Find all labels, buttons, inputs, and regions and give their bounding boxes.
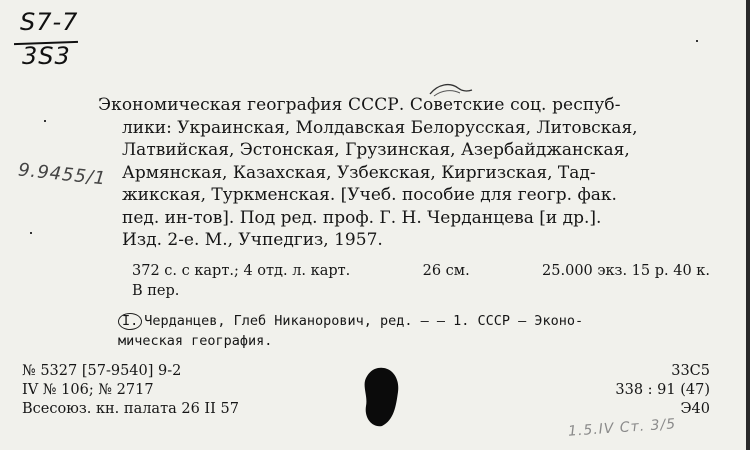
title-line: Экономическая география СССР. Советские соц. респуб- xyxy=(98,95,621,115)
call-number-line1: S7-7 xyxy=(20,8,79,36)
card-edge xyxy=(746,0,750,450)
title-line: лики: Украинская, Молдавская Белорусская, Литовская, xyxy=(122,117,638,138)
classification-line: 33С5 xyxy=(671,363,710,379)
collation-binding: В пер. xyxy=(132,283,180,299)
pencil-note: 1.5.IV Ст. 3/5 xyxy=(567,416,677,440)
imprint-line: № 5327 [57-9540] 9-2 xyxy=(22,363,182,379)
speck xyxy=(696,40,698,42)
bibliographic-description xyxy=(98,94,718,252)
call-number-line2: 3S3 xyxy=(22,42,71,70)
speck xyxy=(44,120,46,122)
classification xyxy=(615,362,710,419)
tracing-line1: Черданцев, Глеб Никанорович, ред. — — 1. СССР — Эконо- xyxy=(144,313,584,329)
classification-line: Э40 xyxy=(680,401,710,417)
title-line: Армянская, Казахская, Узбекская, Киргизская, Тад- xyxy=(122,162,596,183)
speck xyxy=(30,232,32,234)
title-line: Изд. 2-е. М., Учпедгиз, 1957. xyxy=(122,230,383,250)
title-line: Латвийская, Эстонская, Грузинская, Азербайджанская, xyxy=(122,140,630,160)
accession-note: 9.9455/1 xyxy=(17,159,108,190)
title-line: пед. ин-тов]. Под ред. проф. Г. Н. Черданцева [и др.]. xyxy=(122,207,602,228)
collation-copies-price: 25.000 экз. 15 р. 40 к. xyxy=(542,263,710,279)
classification-line: 338 : 91 (47) xyxy=(615,382,710,398)
tracing-marker: I. xyxy=(118,313,142,330)
imprint-line: IV № 106; № 2717 xyxy=(22,382,154,398)
collation xyxy=(132,261,710,301)
collation-pages: 372 с. с карт.; 4 отд. л. карт. xyxy=(132,263,351,279)
ink-blot xyxy=(360,366,402,428)
imprint xyxy=(22,362,239,419)
tracing xyxy=(118,311,583,351)
collation-size: 26 см. xyxy=(422,263,470,279)
tracing-line2: мическая география. xyxy=(118,333,273,349)
imprint-line: Всесоюз. кн. палата 26 II 57 xyxy=(22,401,239,417)
title-line: жикская, Туркменская. [Учеб. пособие для геогр. фак. xyxy=(122,185,617,205)
